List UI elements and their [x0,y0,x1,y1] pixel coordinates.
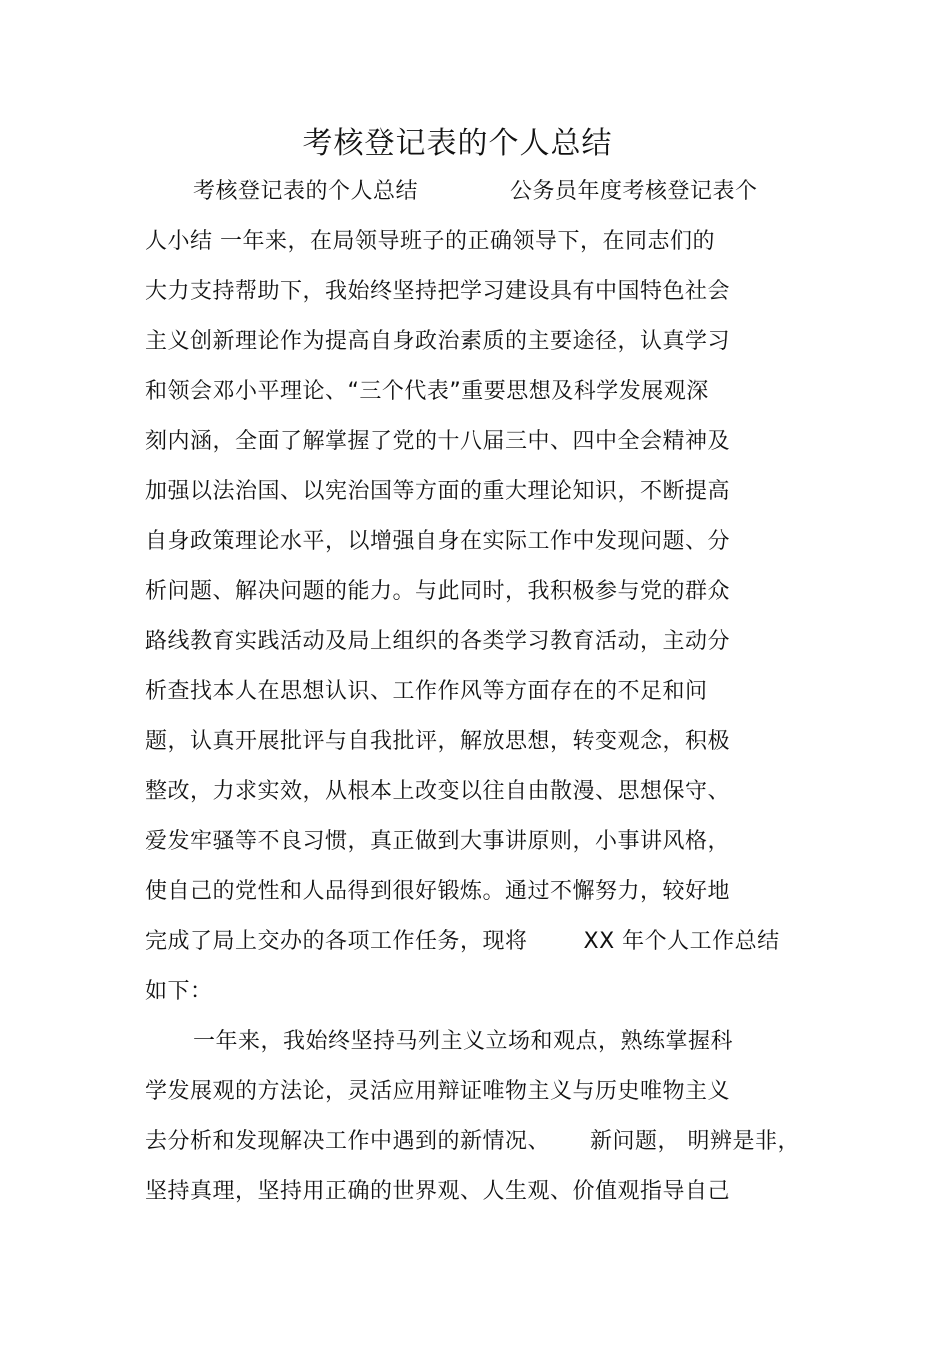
line-text-cont: 新问题， 明辨是非， [590,1129,801,1154]
body-line [145,872,730,912]
line-text: 自身政策理论水平，以增强自身在实际工作中发现问题、分 [145,529,731,554]
line-text-cont: 公务员年度考核登记表个 [510,179,758,204]
body-line [145,472,730,512]
body-line [145,1072,730,1112]
body-line [145,772,730,812]
line-text-cont: XX 年个人工作总结 [583,929,780,954]
line-text: 题，认真开展批评与自我批评，解放思想，转变观念，积极 [145,729,731,754]
body-line [145,672,708,712]
line-text: 和领会邓小平理论、“三个代表”重要思想及科学发展观深 [145,379,709,404]
line-text: 析问题、解决问题的能力。与此同时，我积极参与党的群众 [145,579,731,604]
line-text: 刻内涵，全面了解掌握了党的十八届三中、四中全会精神及 [145,429,731,454]
body-line [145,1122,800,1162]
body-line [145,322,730,362]
document-title: 考核登记表的个人总结 [302,126,613,161]
body-line [193,172,758,212]
line-text: 坚持真理，坚持用正确的世界观、人生观、价值观指导自己 [145,1179,731,1204]
body-line [193,1022,733,1062]
line-text: 使自己的党性和人品得到很好锻炼。通过不懈努力，较好地 [145,879,731,904]
body-line [145,622,730,662]
line-text: 路线教育实践活动及局上组织的各类学习教育活动，主动分 [145,629,731,654]
body-line [145,1172,730,1212]
line-text: 如下： [145,979,213,1004]
line-text: 学发展观的方法论，灵活应用辩证唯物主义与历史唯物主义 [145,1079,731,1104]
body-line [145,922,780,962]
body-line [145,272,730,312]
body-line [145,222,715,262]
line-text: 完成了局上交办的各项工作任务，现将 [145,929,528,954]
line-text: 大力支持帮助下，我始终坚持把学习建设具有中国特色社会 [145,279,731,304]
body-line [145,372,709,412]
body-line [145,972,213,1012]
body-line [145,422,730,462]
body-line [145,822,730,862]
line-text: 去分析和发现解决工作中遇到的新情况、 [145,1129,551,1154]
line-text: 析查找本人在思想认识、工作作风等方面存在的不足和问 [145,679,708,704]
line-text: 一年来，我始终坚持马列主义立场和观点，熟练掌握科 [193,1029,734,1054]
body-line [145,522,730,562]
body-line [145,572,730,612]
line-text: 主义创新理论作为提高自身政治素质的主要途径，认真学习 [145,329,731,354]
line-text: 爱发牢骚等不良习惯，真正做到大事讲原则，小事讲风格， [145,829,731,854]
line-text: 加强以法治国、以宪治国等方面的重大理论知识，不断提高 [145,479,731,504]
line-text: 整改，力求实效，从根本上改变以往自由散漫、思想保守、 [145,779,731,804]
line-text: 考核登记表的个人总结 [193,179,419,204]
line-text: 人小结 一年来，在局领导班子的正确领导下，在同志们的 [145,229,715,254]
body-line [145,722,730,762]
